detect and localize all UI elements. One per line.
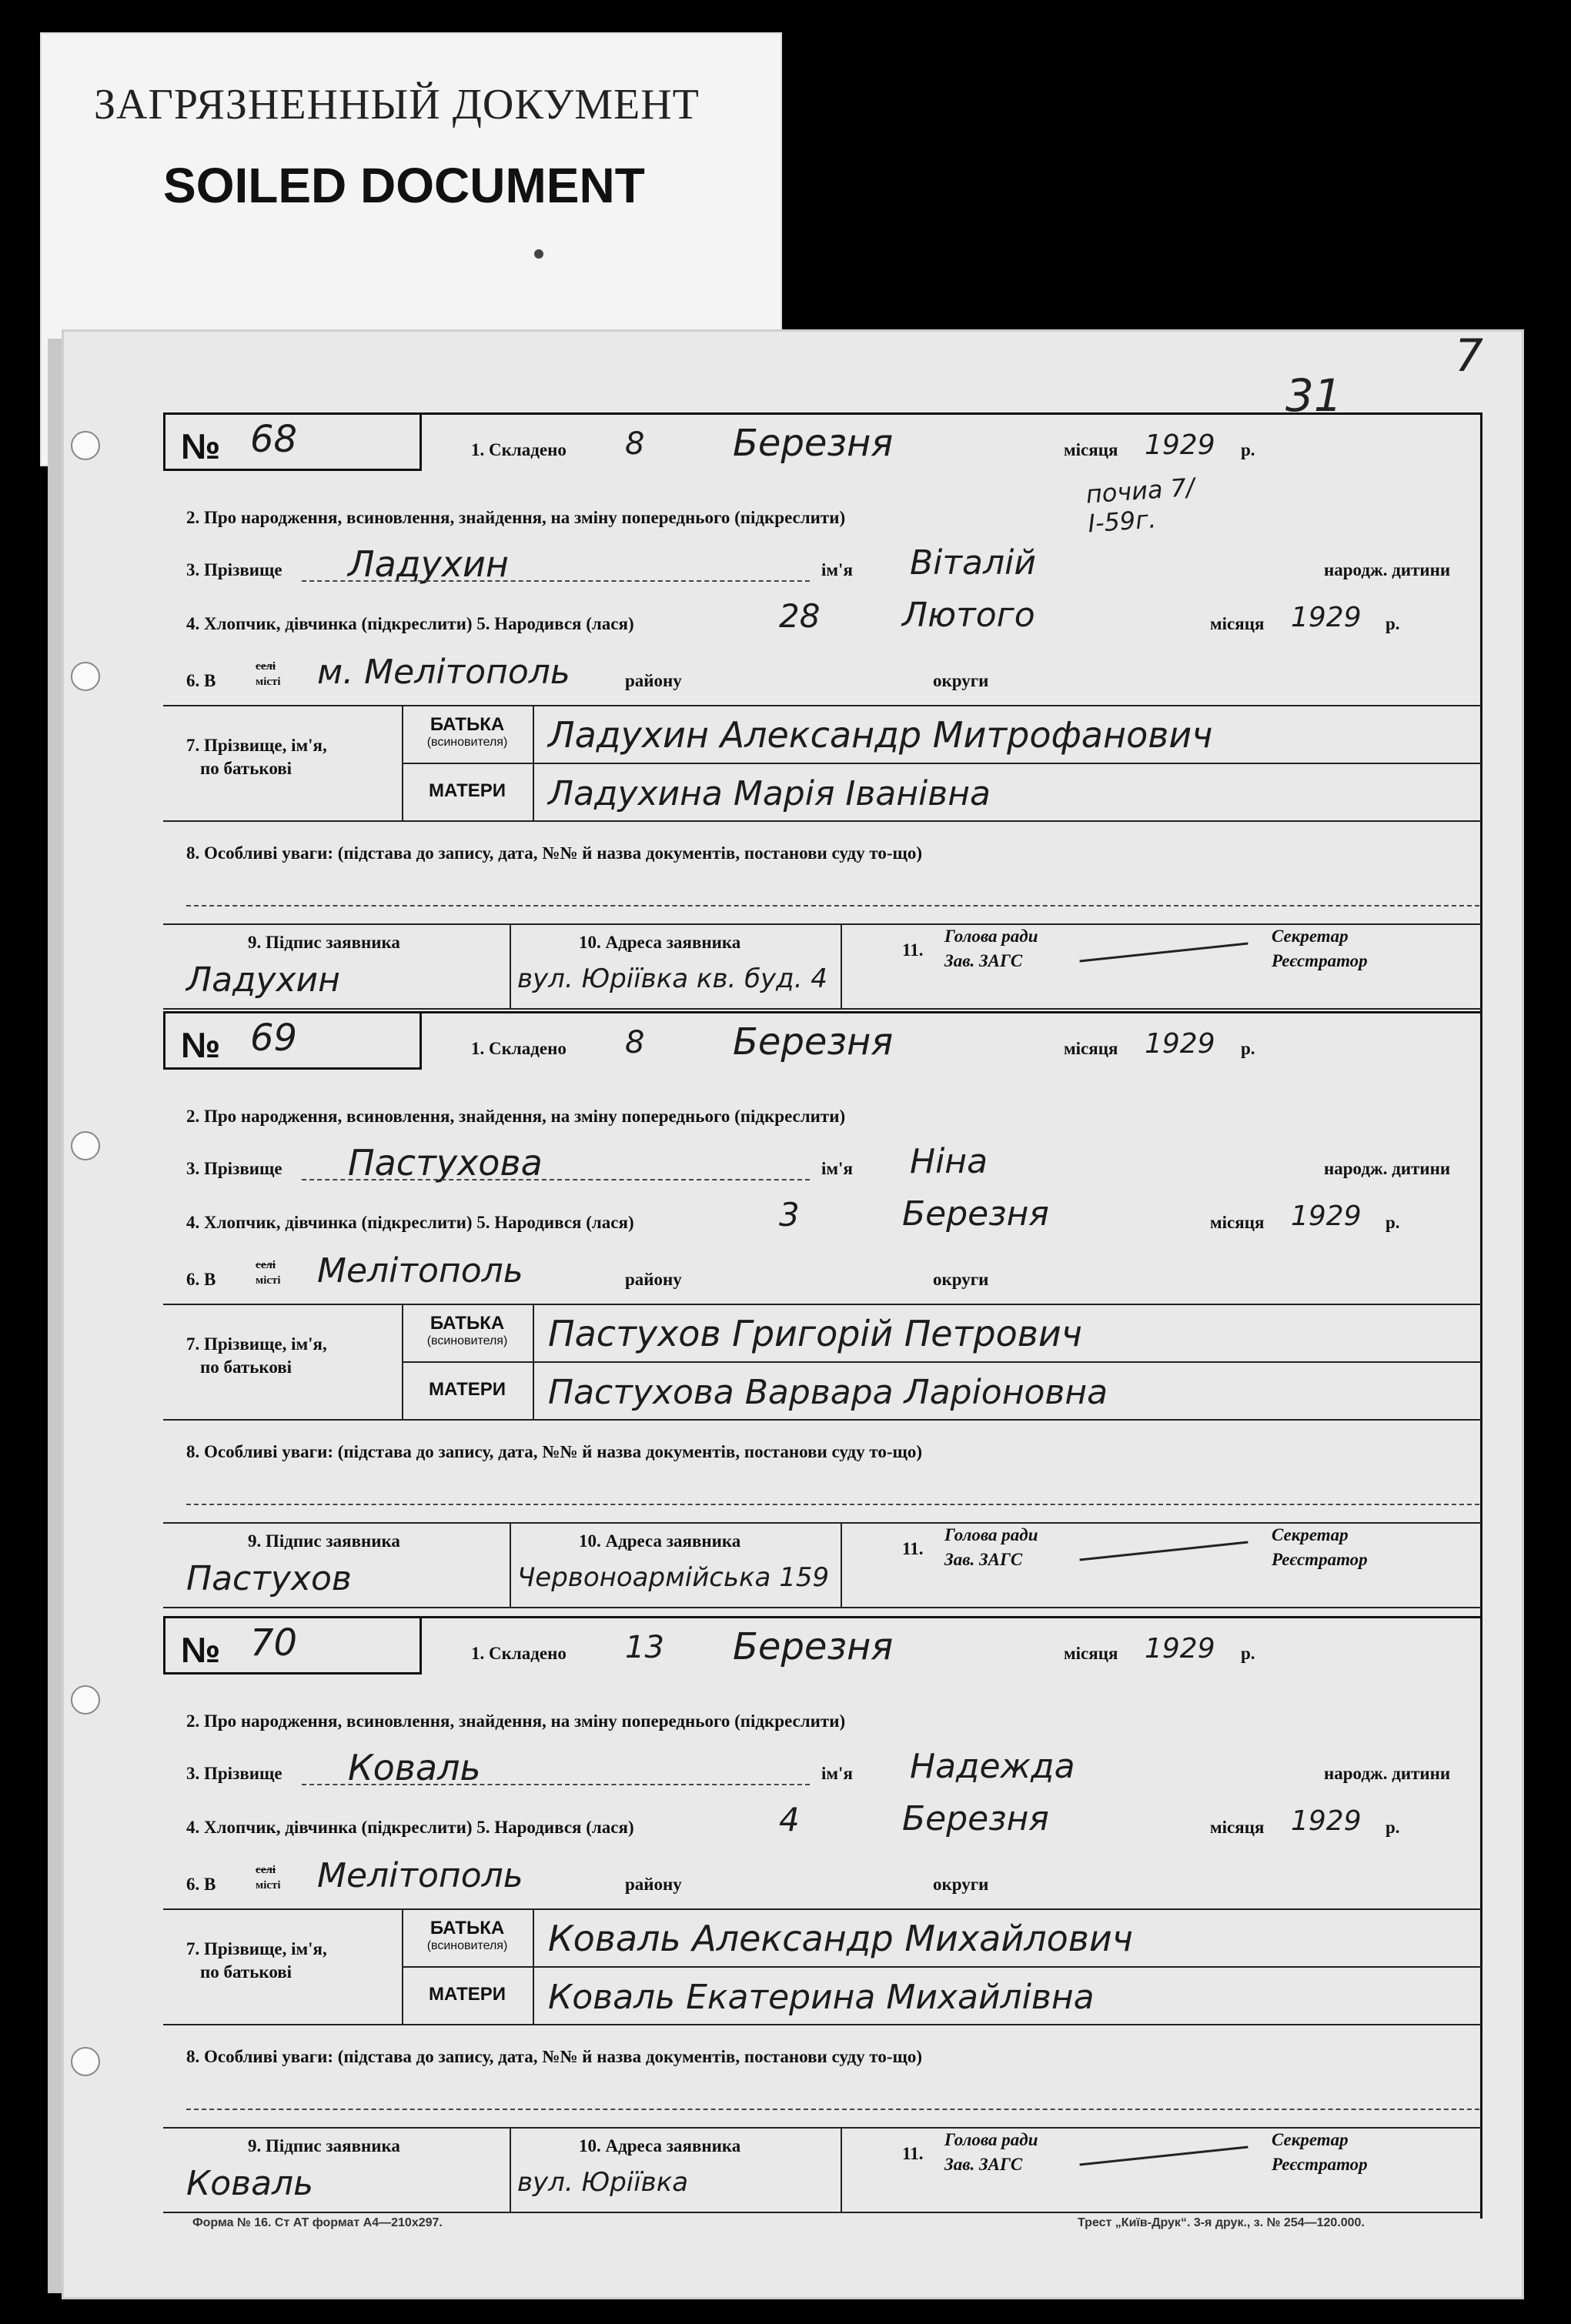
applicant-signature: Коваль xyxy=(186,2164,314,2203)
surname-label: 3. Прізвище xyxy=(186,1159,282,1178)
applicant-sig-label: 9. Підпис заявника xyxy=(248,933,400,952)
remarks-label: 8. Особливі уваги: (підстава до запису, дата, №№ й назва документів, постанови суду то-що) xyxy=(186,2047,923,2066)
child-label: народж. дитини xyxy=(1324,560,1451,579)
mother-name: Ладухина Марія Іванівна xyxy=(548,774,991,813)
record-number-box xyxy=(163,1616,422,1675)
district-label: району xyxy=(625,671,682,690)
father-label-text: БАТЬКА xyxy=(430,1918,505,1938)
divider xyxy=(402,1966,1482,1968)
surname-label: 3. Прізвище xyxy=(186,560,282,579)
place-label: 6. В xyxy=(186,1875,216,1894)
remarks-underline xyxy=(186,2109,1479,2110)
address-label: 10. Адреса заявника xyxy=(579,1531,741,1551)
birth-place: м. Мелітополь xyxy=(317,653,570,692)
birth-place: Мелітополь xyxy=(317,1251,523,1291)
birth-year: 1929 xyxy=(1291,1200,1362,1232)
mother-name: Коваль Екатерина Михайлівна xyxy=(548,1978,1095,2017)
composed-day: 8 xyxy=(625,1025,645,1060)
year-suffix: р. xyxy=(1241,1039,1255,1058)
applicant-address: Червоноармійська 159 xyxy=(517,1562,830,1593)
parents-label: 7. Прізвище, ім'я, xyxy=(186,1334,327,1354)
divider xyxy=(163,1607,1482,1608)
number-sign: № xyxy=(181,426,221,466)
village-label: селі xyxy=(256,660,276,673)
composed-day: 13 xyxy=(625,1630,664,1665)
composed-year: 1929 xyxy=(1145,429,1215,461)
mother-label: МАТЕРИ xyxy=(428,1379,506,1400)
number-sign: № xyxy=(181,1630,221,1670)
page-number-right: 7 xyxy=(1455,329,1483,382)
birth-record-68 xyxy=(102,412,1482,1013)
mother-name: Пастухова Варвара Ларіоновна xyxy=(548,1373,1108,1412)
child-surname: Ладухин xyxy=(348,543,509,585)
parents-label: 7. Прізвище, ім'я, xyxy=(186,736,327,755)
father-label-sub: (всиновителя) xyxy=(426,1334,508,1347)
divider xyxy=(163,1522,1482,1524)
month-label: місяця xyxy=(1064,440,1118,459)
parents-label: 7. Прізвище, ім'я, xyxy=(186,1939,327,1958)
surname-underline xyxy=(302,1179,810,1180)
sex-birth-label: 4. Хлопчик, дівчинка (підкреслити) 5. Народився (лася) xyxy=(186,1818,634,1837)
village-label: селі xyxy=(256,1259,276,1271)
binding-hole xyxy=(71,1685,100,1715)
child-name: Надежда xyxy=(910,1747,1075,1786)
birth-month: Березня xyxy=(902,1799,1049,1838)
applicant-sig-label: 9. Підпис заявника xyxy=(248,1531,400,1551)
month-label: місяця xyxy=(1064,1039,1118,1058)
birth-year-suffix: р. xyxy=(1385,1818,1400,1837)
head-label: Голова ради xyxy=(944,1525,1038,1544)
divider xyxy=(402,1361,1482,1363)
birth-record-70 xyxy=(102,1616,1482,2216)
father-name: Пастухов Григорій Петрович xyxy=(548,1313,1082,1354)
place-label: 6. В xyxy=(186,1270,216,1289)
parents-label-2: по батькові xyxy=(200,759,292,778)
address-label: 10. Адреса заявника xyxy=(579,2136,741,2155)
sex-birth-label: 4. Хлопчик, дівчинка (підкреслити) 5. Народився (лася) xyxy=(186,614,634,633)
surname-underline xyxy=(302,1784,810,1785)
father-label xyxy=(403,714,531,750)
father-label-sub: (всиновителя) xyxy=(426,1939,508,1952)
birth-year-suffix: р. xyxy=(1385,1213,1400,1232)
divider xyxy=(163,2024,1482,2025)
sex-birth-label: 4. Хлопчик, дівчинка (підкреслити) 5. Народився (лася) xyxy=(186,1213,634,1232)
child-surname: Пастухова xyxy=(348,1142,543,1184)
child-name: Віталій xyxy=(910,543,1036,583)
divider xyxy=(163,1419,1482,1421)
form-footer-left: Форма № 16. Ст АТ формат А4—210х297. xyxy=(192,2216,443,2229)
card-title-ru: ЗАГРЯЗНЕННЫЙ ДОКУМЕНТ xyxy=(94,81,700,129)
record-number-box xyxy=(163,412,422,471)
divider xyxy=(163,1008,1482,1010)
remarks-label: 8. Особливі уваги: (підстава до запису, дата, №№ й назва документів, постанови суду то-що) xyxy=(186,843,923,863)
composed-year: 1929 xyxy=(1145,1028,1215,1060)
record-number-box xyxy=(163,1011,422,1070)
father-label-text: БАТЬКА xyxy=(430,1313,505,1334)
secretary-label: Секретар xyxy=(1272,2130,1349,2149)
margin-annotation: почиа 7/І-59г. xyxy=(1085,472,1195,539)
district-label: району xyxy=(625,1875,682,1894)
divider xyxy=(163,820,1482,822)
composed-month: Березня xyxy=(733,1625,894,1668)
event-type-line: 2. Про народження, всиновлення, знайдення, на зміну попереднього (підкреслити) xyxy=(186,508,846,527)
birth-month: Березня xyxy=(902,1194,1049,1234)
town-label: місті xyxy=(256,676,281,688)
composed-year: 1929 xyxy=(1145,1633,1215,1665)
binding-hole xyxy=(71,431,100,460)
okrug-label: округи xyxy=(933,671,989,690)
registrar-label: Реєстратор xyxy=(1272,2155,1368,2174)
head-label: Голова ради xyxy=(944,2130,1038,2149)
composed-label: 1. Складено xyxy=(471,440,567,459)
applicant-signature: Пастухов xyxy=(186,1559,352,1598)
birth-year: 1929 xyxy=(1291,1805,1362,1837)
father-name: Ладухин Александр Митрофанович xyxy=(548,714,1213,756)
birth-year-suffix: р. xyxy=(1385,614,1400,633)
applicant-address: вул. Юріївка кв. буд. 4 xyxy=(517,963,827,994)
surname-underline xyxy=(302,580,810,582)
birth-place: Мелітополь xyxy=(317,1856,523,1895)
parents-label-2: по батькові xyxy=(200,1357,292,1377)
record-number: 68 xyxy=(250,418,298,461)
place-label: 6. В xyxy=(186,671,216,690)
event-type-line: 2. Про народження, всиновлення, знайдення, на зміну попереднього (підкреслити) xyxy=(186,1107,846,1126)
divider xyxy=(163,2212,1482,2213)
card-title-en: SOILED DOCUMENT xyxy=(163,158,645,213)
ink-dot xyxy=(534,249,543,259)
village-label: селі xyxy=(256,1864,276,1876)
birth-month-label: місяця xyxy=(1210,1213,1265,1232)
father-label-text: БАТЬКА xyxy=(430,714,505,735)
official-label-num: 11. xyxy=(902,2144,924,2163)
divider xyxy=(841,2127,842,2212)
father-label-sub: (всиновителя) xyxy=(426,736,508,749)
composed-label: 1. Складено xyxy=(471,1644,567,1663)
remarks-underline xyxy=(186,905,1479,907)
composed-label: 1. Складено xyxy=(471,1039,567,1058)
birth-record-69 xyxy=(102,1011,1482,1619)
binding-hole xyxy=(71,662,100,691)
parents-label-2: по батькові xyxy=(200,1962,292,1982)
child-label: народж. дитини xyxy=(1324,1764,1451,1783)
divider xyxy=(402,763,1482,764)
birth-month-label: місяця xyxy=(1210,614,1265,633)
secretary-label: Секретар xyxy=(1272,1525,1349,1544)
birth-day: 28 xyxy=(779,597,821,635)
birth-month-label: місяця xyxy=(1210,1818,1265,1837)
registrar-label: Реєстратор xyxy=(1272,1550,1368,1569)
binding-hole xyxy=(71,2047,100,2076)
composed-day: 8 xyxy=(625,426,645,462)
composed-month: Березня xyxy=(733,422,894,465)
divider xyxy=(163,923,1482,925)
mother-label: МАТЕРИ xyxy=(428,1984,506,2005)
name-label: ім'я xyxy=(821,1764,853,1783)
secretary-label: Секретар xyxy=(1272,927,1349,946)
town-label: місті xyxy=(256,1879,281,1892)
name-label: ім'я xyxy=(821,1159,853,1178)
binding-hole xyxy=(71,1131,100,1160)
year-suffix: р. xyxy=(1241,440,1255,459)
father-name: Коваль Александр Михайлович xyxy=(548,1918,1133,1959)
child-surname: Коваль xyxy=(348,1747,481,1788)
number-sign: № xyxy=(181,1025,221,1065)
address-label: 10. Адреса заявника xyxy=(579,933,741,952)
divider xyxy=(841,923,842,1008)
official-label-num: 11. xyxy=(902,1539,924,1558)
registrar-label: Реєстратор xyxy=(1272,951,1368,970)
divider xyxy=(163,2127,1482,2129)
name-label: ім'я xyxy=(821,560,853,579)
divider xyxy=(841,1522,842,1607)
composed-month: Березня xyxy=(733,1020,894,1063)
child-name: Ніна xyxy=(910,1142,988,1181)
divider xyxy=(510,2127,511,2212)
form-footer-right: Трест „Київ-Друк“. 3-я друк., з. № 254—120.000. xyxy=(1078,2216,1365,2229)
applicant-address: вул. Юріївка xyxy=(517,2167,689,2198)
birth-day: 4 xyxy=(779,1801,800,1838)
record-number: 70 xyxy=(250,1621,298,1665)
page-number-left: 31 xyxy=(1285,369,1342,422)
birth-year: 1929 xyxy=(1291,602,1362,633)
child-label: народж. дитини xyxy=(1324,1159,1451,1178)
year-suffix: р. xyxy=(1241,1644,1255,1663)
father-label xyxy=(403,1313,531,1348)
head-label: Голова ради xyxy=(944,927,1038,946)
birth-day: 3 xyxy=(779,1196,800,1234)
birth-month: Лютого xyxy=(902,596,1035,635)
record-number: 69 xyxy=(250,1017,298,1060)
event-type-line: 2. Про народження, всиновлення, знайдення, на зміну попереднього (підкреслити) xyxy=(186,1711,846,1731)
mother-label: МАТЕРИ xyxy=(428,780,506,801)
town-label: місті xyxy=(256,1274,281,1287)
district-label: району xyxy=(625,1270,682,1289)
divider xyxy=(163,1908,1482,1910)
surname-label: 3. Прізвище xyxy=(186,1764,282,1783)
remarks-label: 8. Особливі уваги: (підстава до запису, дата, №№ й назва документів, постанови суду то-що) xyxy=(186,1442,923,1461)
divider xyxy=(510,1522,511,1607)
father-label xyxy=(403,1918,531,1953)
okrug-label: округи xyxy=(933,1875,989,1894)
registry-head-label: Зав. ЗАГС xyxy=(944,1550,1023,1569)
applicant-signature: Ладухин xyxy=(186,960,340,1000)
registry-head-label: Зав. ЗАГС xyxy=(944,951,1023,970)
applicant-sig-label: 9. Підпис заявника xyxy=(248,2136,400,2155)
okrug-label: округи xyxy=(933,1270,989,1289)
divider xyxy=(163,1304,1482,1305)
official-label-num: 11. xyxy=(902,940,924,960)
divider xyxy=(510,923,511,1008)
remarks-underline xyxy=(186,1504,1479,1505)
month-label: місяця xyxy=(1064,1644,1118,1663)
divider xyxy=(163,705,1482,706)
registry-head-label: Зав. ЗАГС xyxy=(944,2155,1023,2174)
